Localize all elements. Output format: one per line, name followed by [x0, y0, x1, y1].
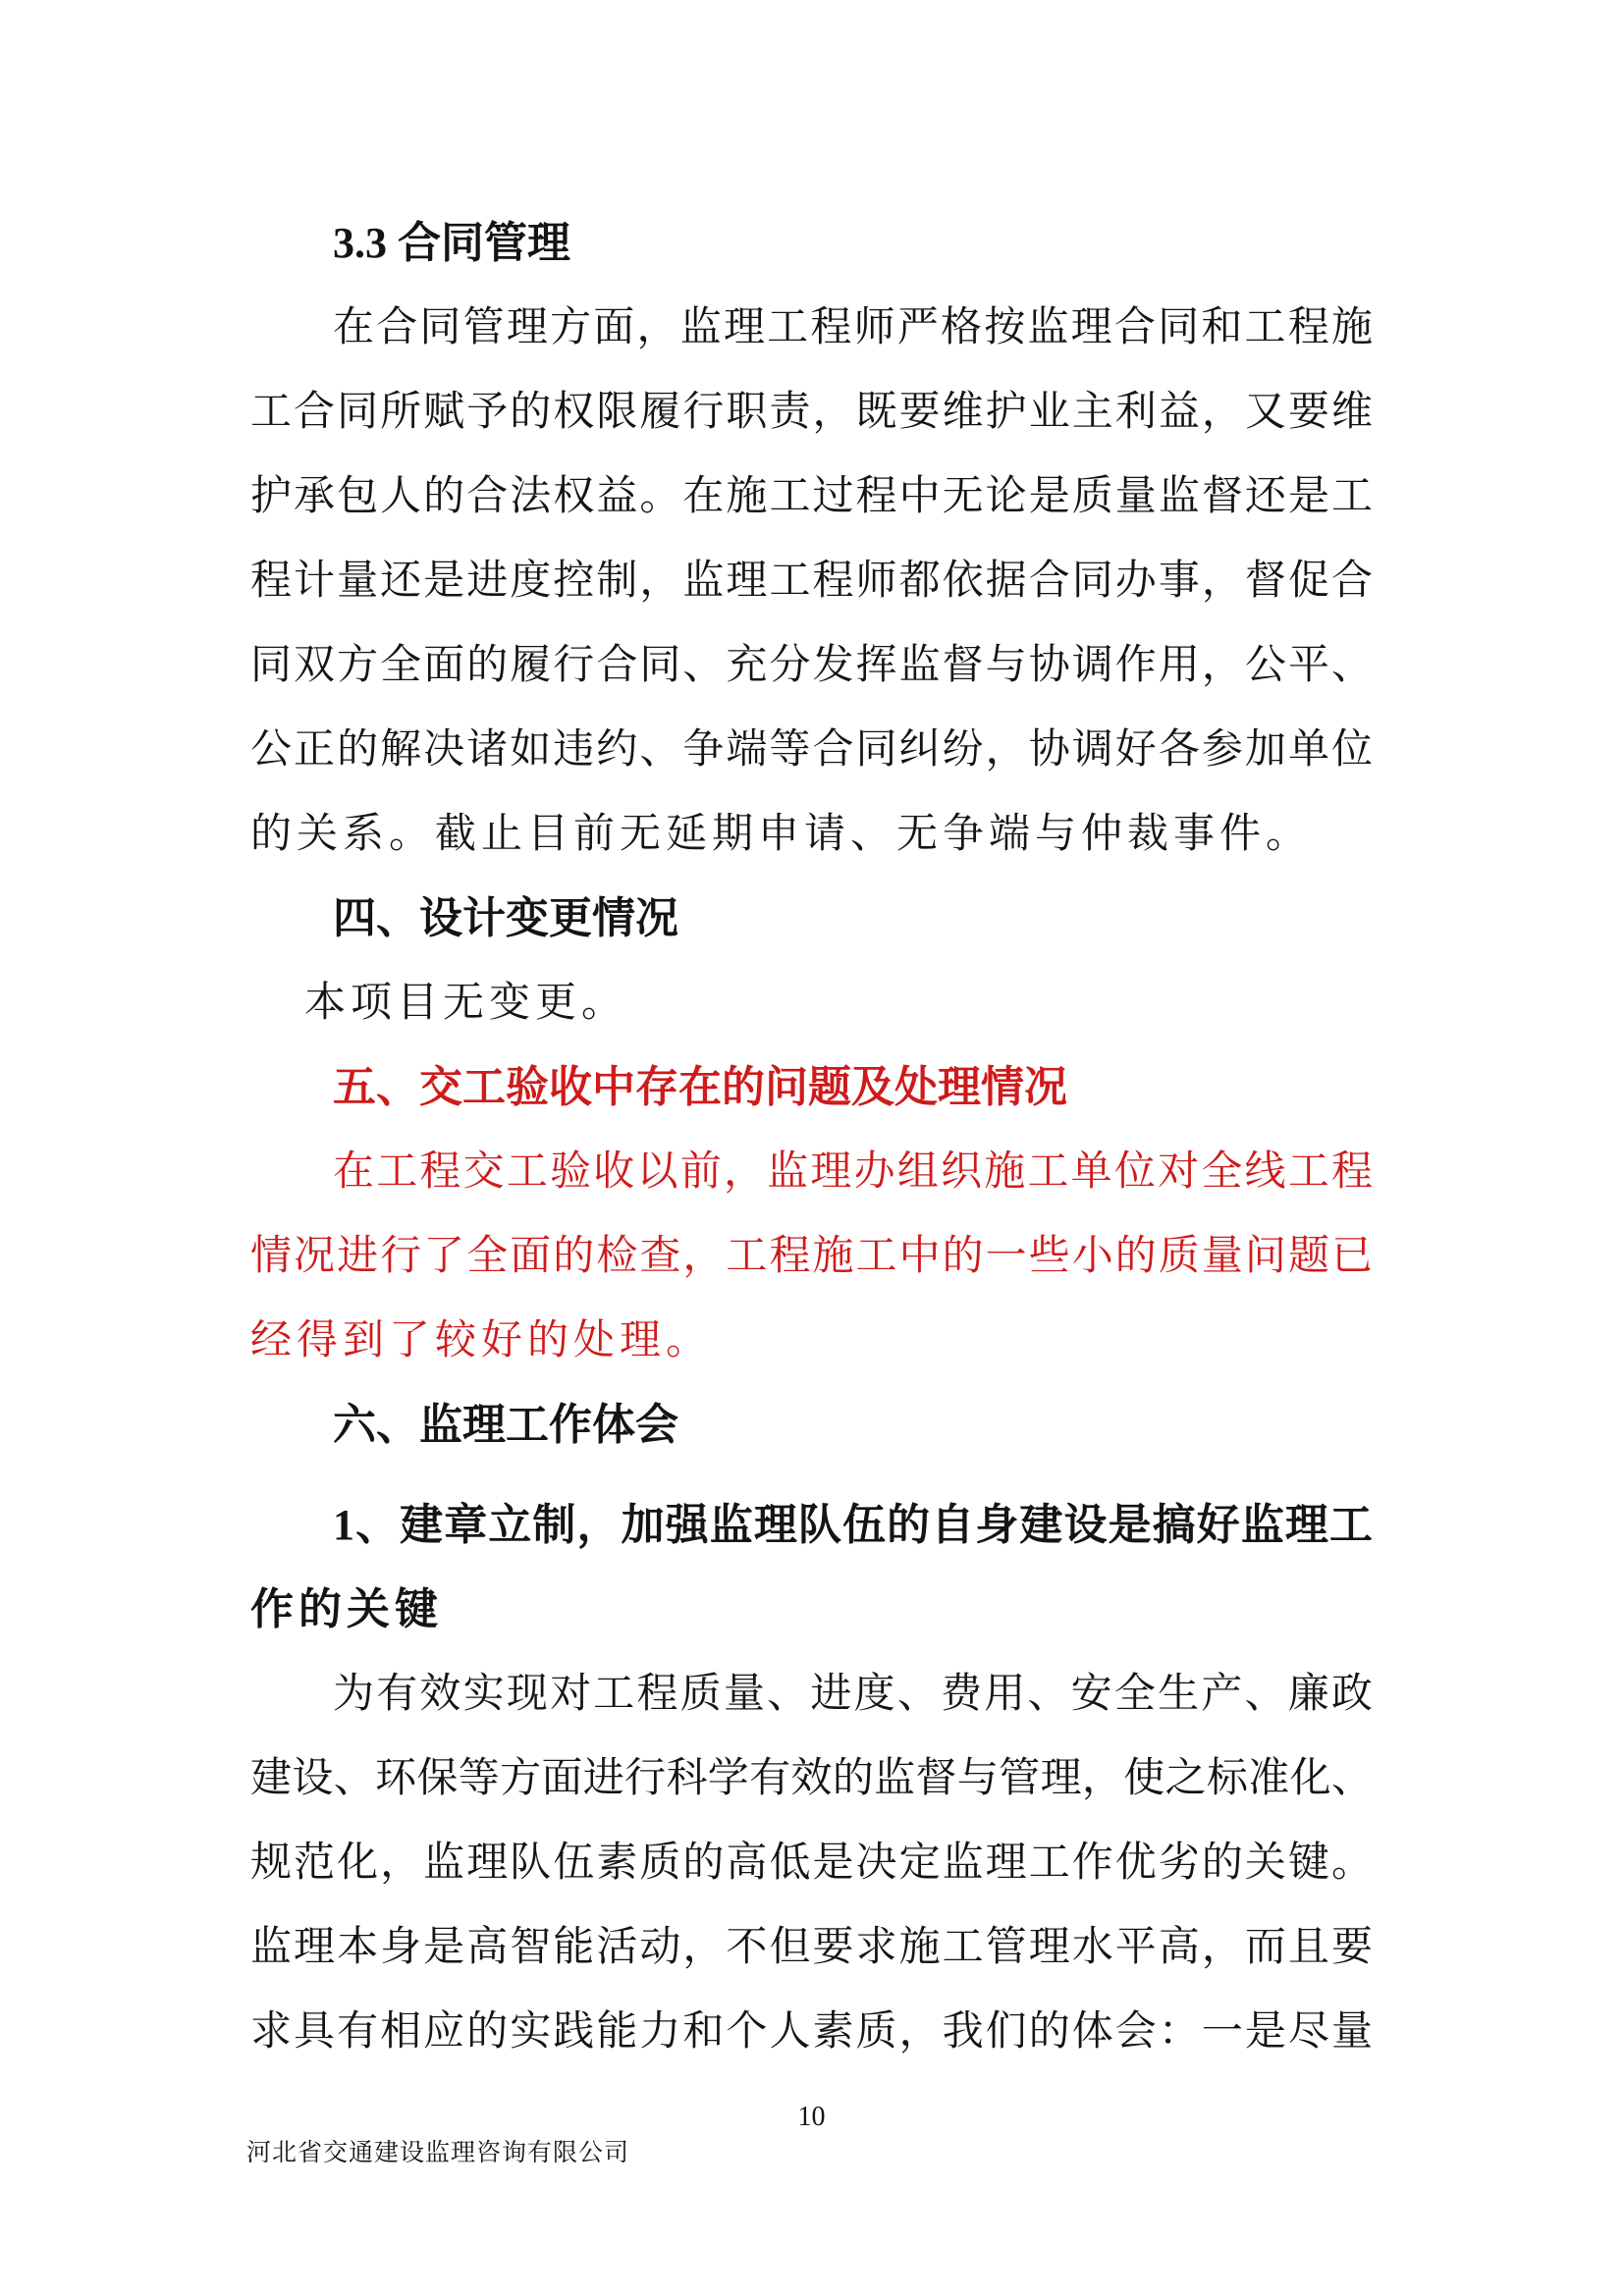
paragraph-line-red: 经得到了较好的处理。: [250, 1318, 713, 1363]
paragraph-line: 建设、环保等方面进行科学有效的监督与管理，使之标准化、: [250, 1756, 1373, 1801]
paragraph-line: 程计量还是进度控制，监理工程师都依据合同办事，督促合: [250, 559, 1373, 604]
paragraph-line: 规范化，监理队伍素质的高低是决定监理工作优劣的关键。: [250, 1841, 1373, 1886]
section-6-heading: 六、监理工作体会: [333, 1401, 678, 1449]
paragraph-line: 为有效实现对工程质量、进度、费用、安全生产、廉政: [333, 1672, 1373, 1717]
subsection-1-heading-line: 作的关键: [250, 1585, 443, 1633]
page-number: 10: [797, 2102, 826, 2132]
document-body: [250, 201, 1373, 2074]
paragraph-line: 监理本身是高智能活动，不但要求施工管理水平高，而且要: [250, 1925, 1373, 1970]
footer-company-name: 河北省交通建设监理咨询有限公司: [246, 2140, 630, 2166]
paragraph-line: 护承包人的合法权益。在施工过程中无论是质量监督还是工: [250, 474, 1373, 519]
paragraph-line-red: 在工程交工验收以前，监理办组织施工单位对全线工程: [333, 1149, 1373, 1195]
paragraph-line: 求具有相应的实践能力和个人素质，我们的体会：一是尽量: [250, 2009, 1373, 2055]
paragraph-line: 的关系。截止目前无延期申请、无争端与仲裁事件。: [250, 812, 1313, 857]
section-3-3-heading: 3.3 合同管理: [333, 219, 570, 267]
subsection-1-heading-line: 1、建章立制，加强监理队伍的自身建设是搞好监理工: [333, 1501, 1373, 1549]
paragraph-line-red: 情况进行了全面的检查，工程施工中的一些小的质量问题已: [250, 1234, 1373, 1279]
section-4-heading: 四、设计变更情况: [333, 894, 678, 942]
paragraph-line: 同双方全面的履行合同、充分发挥监督与协调作用，公平、: [250, 643, 1373, 688]
paragraph-line: 公正的解决诸如违约、争端等合同纠纷，协调好各参加单位: [250, 727, 1373, 773]
paragraph-line: 工合同所赋予的权限履行职责，既要维护业主利益，又要维: [250, 390, 1373, 435]
section-5-heading: 五、交工验收中存在的问题及处理情况: [333, 1063, 1067, 1111]
section-4-body: 本项目无变更。: [304, 981, 628, 1026]
paragraph-line: 在合同管理方面，监理工程师严格按监理合同和工程施: [333, 305, 1373, 350]
